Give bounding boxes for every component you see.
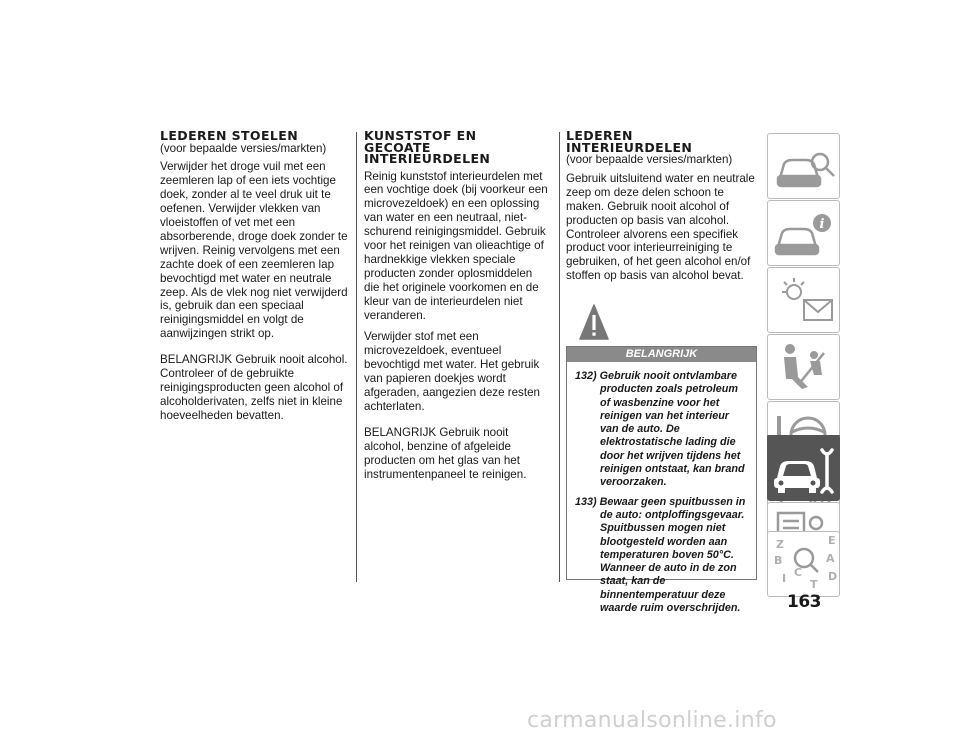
section-subtitle: (voor bepaalde versies/markten) <box>160 141 327 155</box>
warning-light-message-icon <box>768 268 841 334</box>
svg-text:Z: Z <box>776 538 784 551</box>
section-title-line: GECOATE <box>364 139 431 155</box>
paragraph-note: BELANGRIJK Gebruik nooit alcohol, benzine of afgeleide producten om het glas van het instrumentenpaneel te reinigen. <box>364 425 527 481</box>
section-title-line: KUNSTSTOF EN <box>364 128 477 143</box>
paragraph: Verwijder het droge vuil met een zeemleren lap of een iets vochtige doek, zonder al te veel druk uit te oefenen. Verwijder vlekken van vloeistoffen of vet met een absorberende, droge doek zonder te wrijven. Reinig vervolgens met een zachte doek of een zeemleren lap bevochtigd met water en neutrale zeep. Als de vlek nog niet verwijderd is, gebruik dan een speciaal reinigingsmiddel en volgt de aanwijzingen strikt op. <box>160 160 348 341</box>
column-divider <box>356 132 357 582</box>
svg-text:B: B <box>774 554 783 567</box>
section-title-line: INTERIEURDELEN <box>566 139 693 155</box>
tab-index[interactable] <box>767 531 840 597</box>
section-subtitle: (voor bepaalde versies/markten) <box>566 153 733 166</box>
tab-safety[interactable] <box>767 334 840 400</box>
warning-header: BELANGRIJK <box>567 347 756 362</box>
car-search-icon <box>768 134 841 200</box>
warning-item: 133) Bewaar geen spuitbussen in de auto: ontploffingsgevaar. Spuitbussen mogen niet blootgesteld worden aan temperaturen boven 50°C. Wanneer de auto in de zon staat, kan de binnentemperatuur deze waarde ruim overschrijden. <box>575 495 746 615</box>
warning-text <box>567 362 756 615</box>
column-leather-seats <box>160 130 350 431</box>
section-title-line: LEDEREN <box>566 128 633 143</box>
tab-car-search[interactable] <box>767 133 840 199</box>
paragraph-note: BELANGRIJK Gebruik nooit alcohol. Controleer of de gebruikte reinigingsproducten geen alcohol of alcoholderivaten, zelfs niet in kleine hoeveelheden bevatten. <box>160 353 348 422</box>
tab-warning-lights[interactable] <box>767 267 840 333</box>
paragraph: Reinig kunststof interieurdelen met een vochtige doek (bij voorkeur een microvezeldoek) en een oplossing van water en een neutraal, niet-schurend reinigingsmiddel. Gebruik voor het reinigen van olieachtige of hardnekkige vlekken speciale producten zonder oplosmiddelen die het originele voorkomen en de kleur van de interieurdelen niet veranderen. <box>364 169 548 322</box>
paragraph: Gebruik uitsluitend water en neutrale zeep om deze delen schoon te maken. Gebruik nooit alcohol of producten op basis van alcohol. Controleer alvorens een specifiek product voor interieurreiniging te gebruiken, of het geen alcohol en/of stoffen op basis van alcohol bevat. <box>566 171 755 283</box>
svg-text:I: I <box>782 572 787 585</box>
svg-text:D: D <box>828 570 838 583</box>
car-info-icon <box>768 201 841 267</box>
section-title: LEDEREN STOELEN <box>160 128 299 143</box>
section-title-line: INTERIEURDELEN <box>364 151 491 166</box>
tab-car-info[interactable] <box>767 200 840 266</box>
warning-box <box>566 346 757 615</box>
svg-text:T: T <box>810 578 818 591</box>
warning-item: 132) Gebruik nooit ontvlambare producten zoals petroleum of wasbenzine voor het reinigen van het interieur van de auto. De elektrostatische lading die door het wrijven tijdens het reinigen ontstaat, kan brand veroorzaken. <box>575 370 745 489</box>
page-number: 163 <box>787 592 821 612</box>
tab-maintenance[interactable] <box>767 435 840 501</box>
column-plastic-parts <box>364 130 550 490</box>
car-maintenance-icon <box>768 436 841 502</box>
svg-text:C: C <box>794 566 803 579</box>
svg-text:i: i <box>819 217 825 232</box>
paragraph: Verwijder stof met een microvezeldoek, eventueel bevochtigd met water. Het gebruik van papieren doekjes wordt afgeraden, aangezien deze resten achterlaten. <box>364 330 540 413</box>
column-divider <box>559 132 560 582</box>
column-leather-interior <box>566 130 756 291</box>
warning-triangle-icon <box>579 304 609 340</box>
svg-text:A: A <box>826 552 835 565</box>
alphabetical-index-icon <box>768 532 841 598</box>
svg-text:E: E <box>828 534 836 547</box>
seat-airbag-icon <box>768 335 841 401</box>
watermark: carmanualsonline.info <box>527 708 777 733</box>
